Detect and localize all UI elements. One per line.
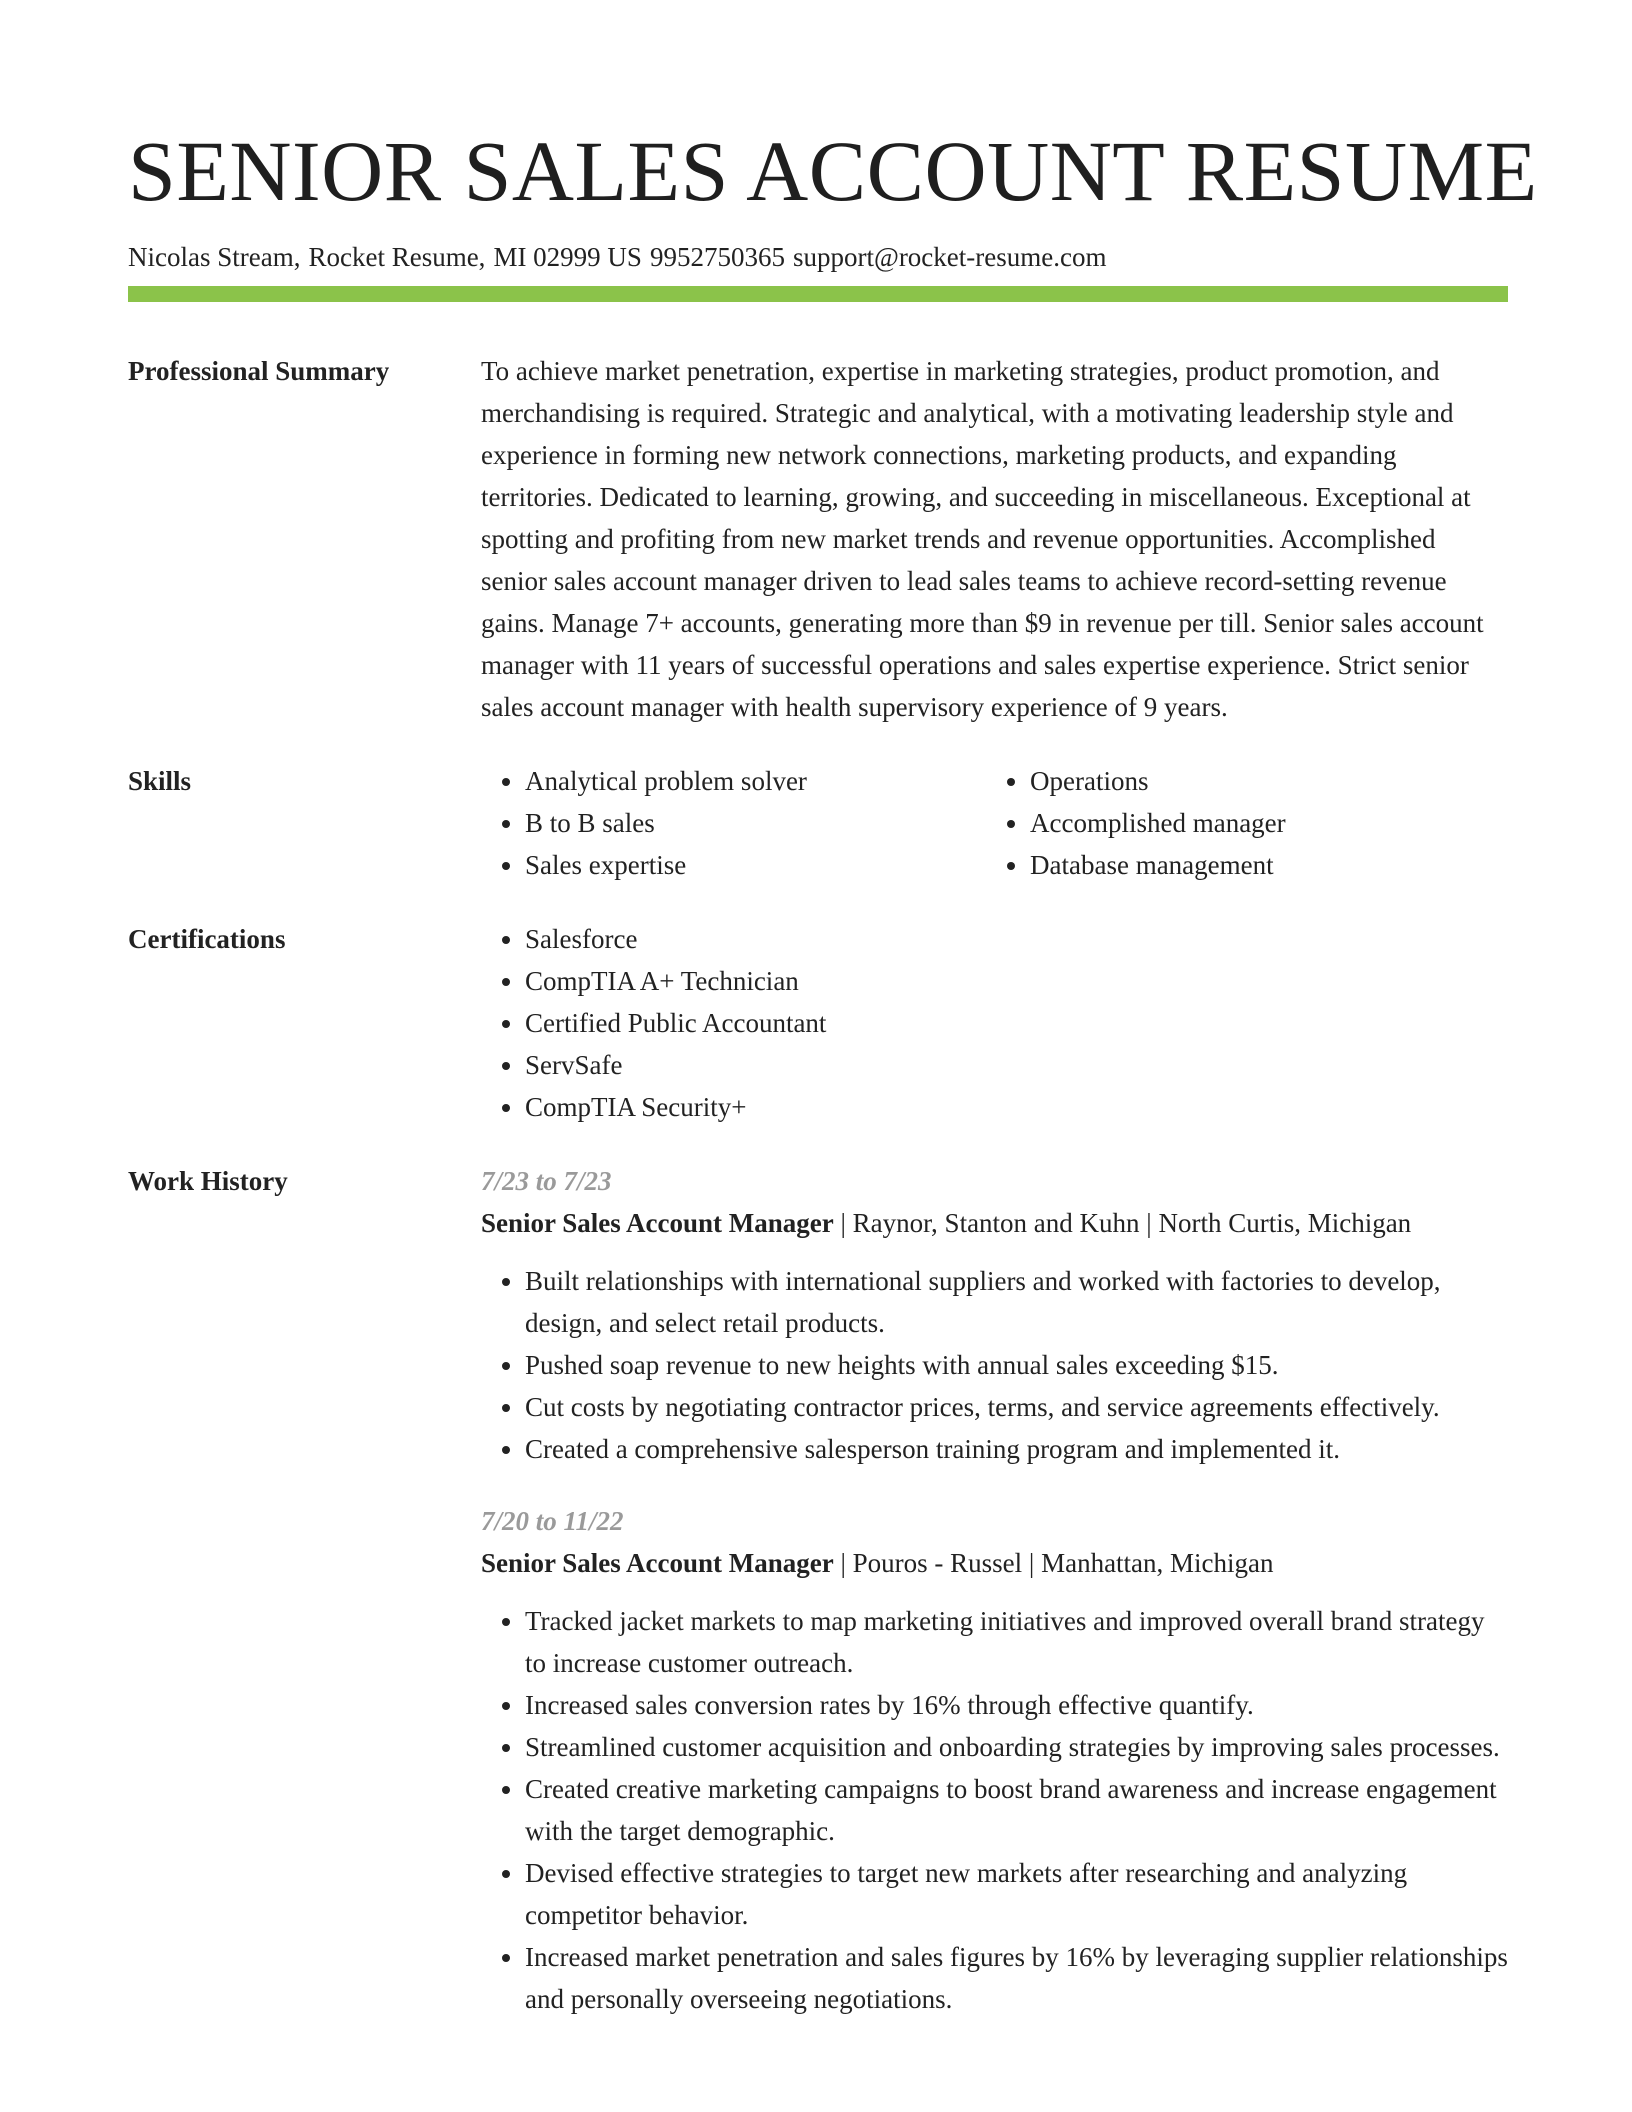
skill-item: • Database management	[1030, 844, 1491, 886]
contact-line	[128, 240, 1508, 274]
skills-list-left	[481, 760, 986, 886]
contact-name: Nicolas Stream,	[128, 242, 301, 272]
skills-grid	[481, 760, 1508, 886]
header-divider	[128, 286, 1508, 302]
summary-section	[128, 350, 1508, 728]
job-dates: 7/23 to 7/23	[481, 1166, 612, 1196]
job-title: Senior Sales Account Manager	[481, 1208, 834, 1238]
job-bullet: • Created a comprehensive salesperson training program and implemented it.	[525, 1428, 1508, 1470]
summary-text: To achieve market penetration, expertise in marketing strategies, product promotion, and merchandising is required. Strategic and analytical, with a motivating leadership style and experience in forming new network connections, marketing products, and expanding territories. Dedicated to learning, growing, and succeeding in miscellaneous. Exceptional at spotting and profiting from new market trends and revenue opportunities. Accomplished senior sales account manager driven to lead sales teams to achieve record-setting revenue gains. Manage 7+ accounts, generating more than $9 in revenue per till. Senior sales account manager with 11 years of successful operations and sales expertise experience. Strict senior sales account manager with health supervisory experience of 9 years.	[481, 356, 1484, 722]
skill-item: • Accomplished manager	[1030, 802, 1491, 844]
resume-header	[128, 116, 1538, 274]
certification-item: • ServSafe	[525, 1044, 1508, 1086]
job-bullet: • Devised effective strategies to target new markets after researching and analyzing competitor behavior.	[525, 1852, 1508, 1936]
resume-title: SENIOR SALES ACCOUNT RESUME	[128, 123, 1538, 219]
job-entry	[481, 1500, 1508, 2020]
skills-section	[128, 760, 1508, 886]
skill-item: • Analytical problem solver	[525, 760, 986, 802]
skill-item: • B to B sales	[525, 802, 986, 844]
certification-item: • CompTIA Security+	[525, 1086, 1508, 1128]
job-dates: 7/20 to 11/22	[481, 1506, 624, 1536]
work-history-section	[128, 1160, 1508, 2050]
contact-email: support@rocket-resume.com	[792, 242, 1107, 272]
skills-list-right	[986, 760, 1491, 886]
job-details: | Pouros - Russel | Manhattan, Michigan	[833, 1548, 1274, 1578]
job-bullet: • Increased market penetration and sales figures by 16% by leveraging supplier relationships and personally overseeing negotiations.	[525, 1936, 1508, 2020]
job-details: | Raynor, Stanton and Kuhn | North Curtis, Michigan	[833, 1208, 1412, 1238]
job-bullet: • Built relationships with international suppliers and worked with factories to develop, design, and select retail products.	[525, 1260, 1508, 1344]
resume-sections	[128, 350, 1508, 2082]
contact-city: Rocket Resume,	[308, 242, 486, 272]
skill-item: • Operations	[1030, 760, 1491, 802]
work-history-label: Work History	[128, 1166, 288, 1196]
contact-phone: 9952750365	[649, 242, 785, 272]
job-bullet: • Cut costs by negotiating contractor prices, terms, and service agreements effectively.	[525, 1386, 1508, 1428]
certifications-label: Certifications	[128, 924, 286, 954]
summary-label: Professional Summary	[128, 356, 390, 386]
job-entry	[481, 1160, 1508, 1470]
contact-region: MI 02999 US	[493, 242, 642, 272]
job-bullet: • Pushed soap revenue to new heights with annual sales exceeding $15.	[525, 1344, 1508, 1386]
certification-item: • Certified Public Accountant	[525, 1002, 1508, 1044]
job-bullet: • Increased sales conversion rates by 16% through effective quantify.	[525, 1684, 1508, 1726]
skill-item: • Sales expertise	[525, 844, 986, 886]
certifications-section	[128, 918, 1508, 1128]
job-bullets	[481, 1260, 1508, 1470]
job-bullet: • Tracked jacket markets to map marketing initiatives and improved overall brand strategy to increase customer outreach.	[525, 1600, 1508, 1684]
certification-item: • CompTIA A+ Technician	[525, 960, 1508, 1002]
skills-label: Skills	[128, 766, 192, 796]
job-heading	[481, 1202, 1508, 1244]
job-bullets	[481, 1600, 1508, 2020]
certification-item: • Salesforce	[525, 918, 1508, 960]
certifications-list	[481, 918, 1508, 1128]
job-heading	[481, 1542, 1508, 1584]
job-bullet: • Created creative marketing campaigns to boost brand awareness and increase engagement with the target demographic.	[525, 1768, 1508, 1852]
job-title: Senior Sales Account Manager	[481, 1548, 834, 1578]
job-bullet: • Streamlined customer acquisition and onboarding strategies by improving sales processes.	[525, 1726, 1508, 1768]
